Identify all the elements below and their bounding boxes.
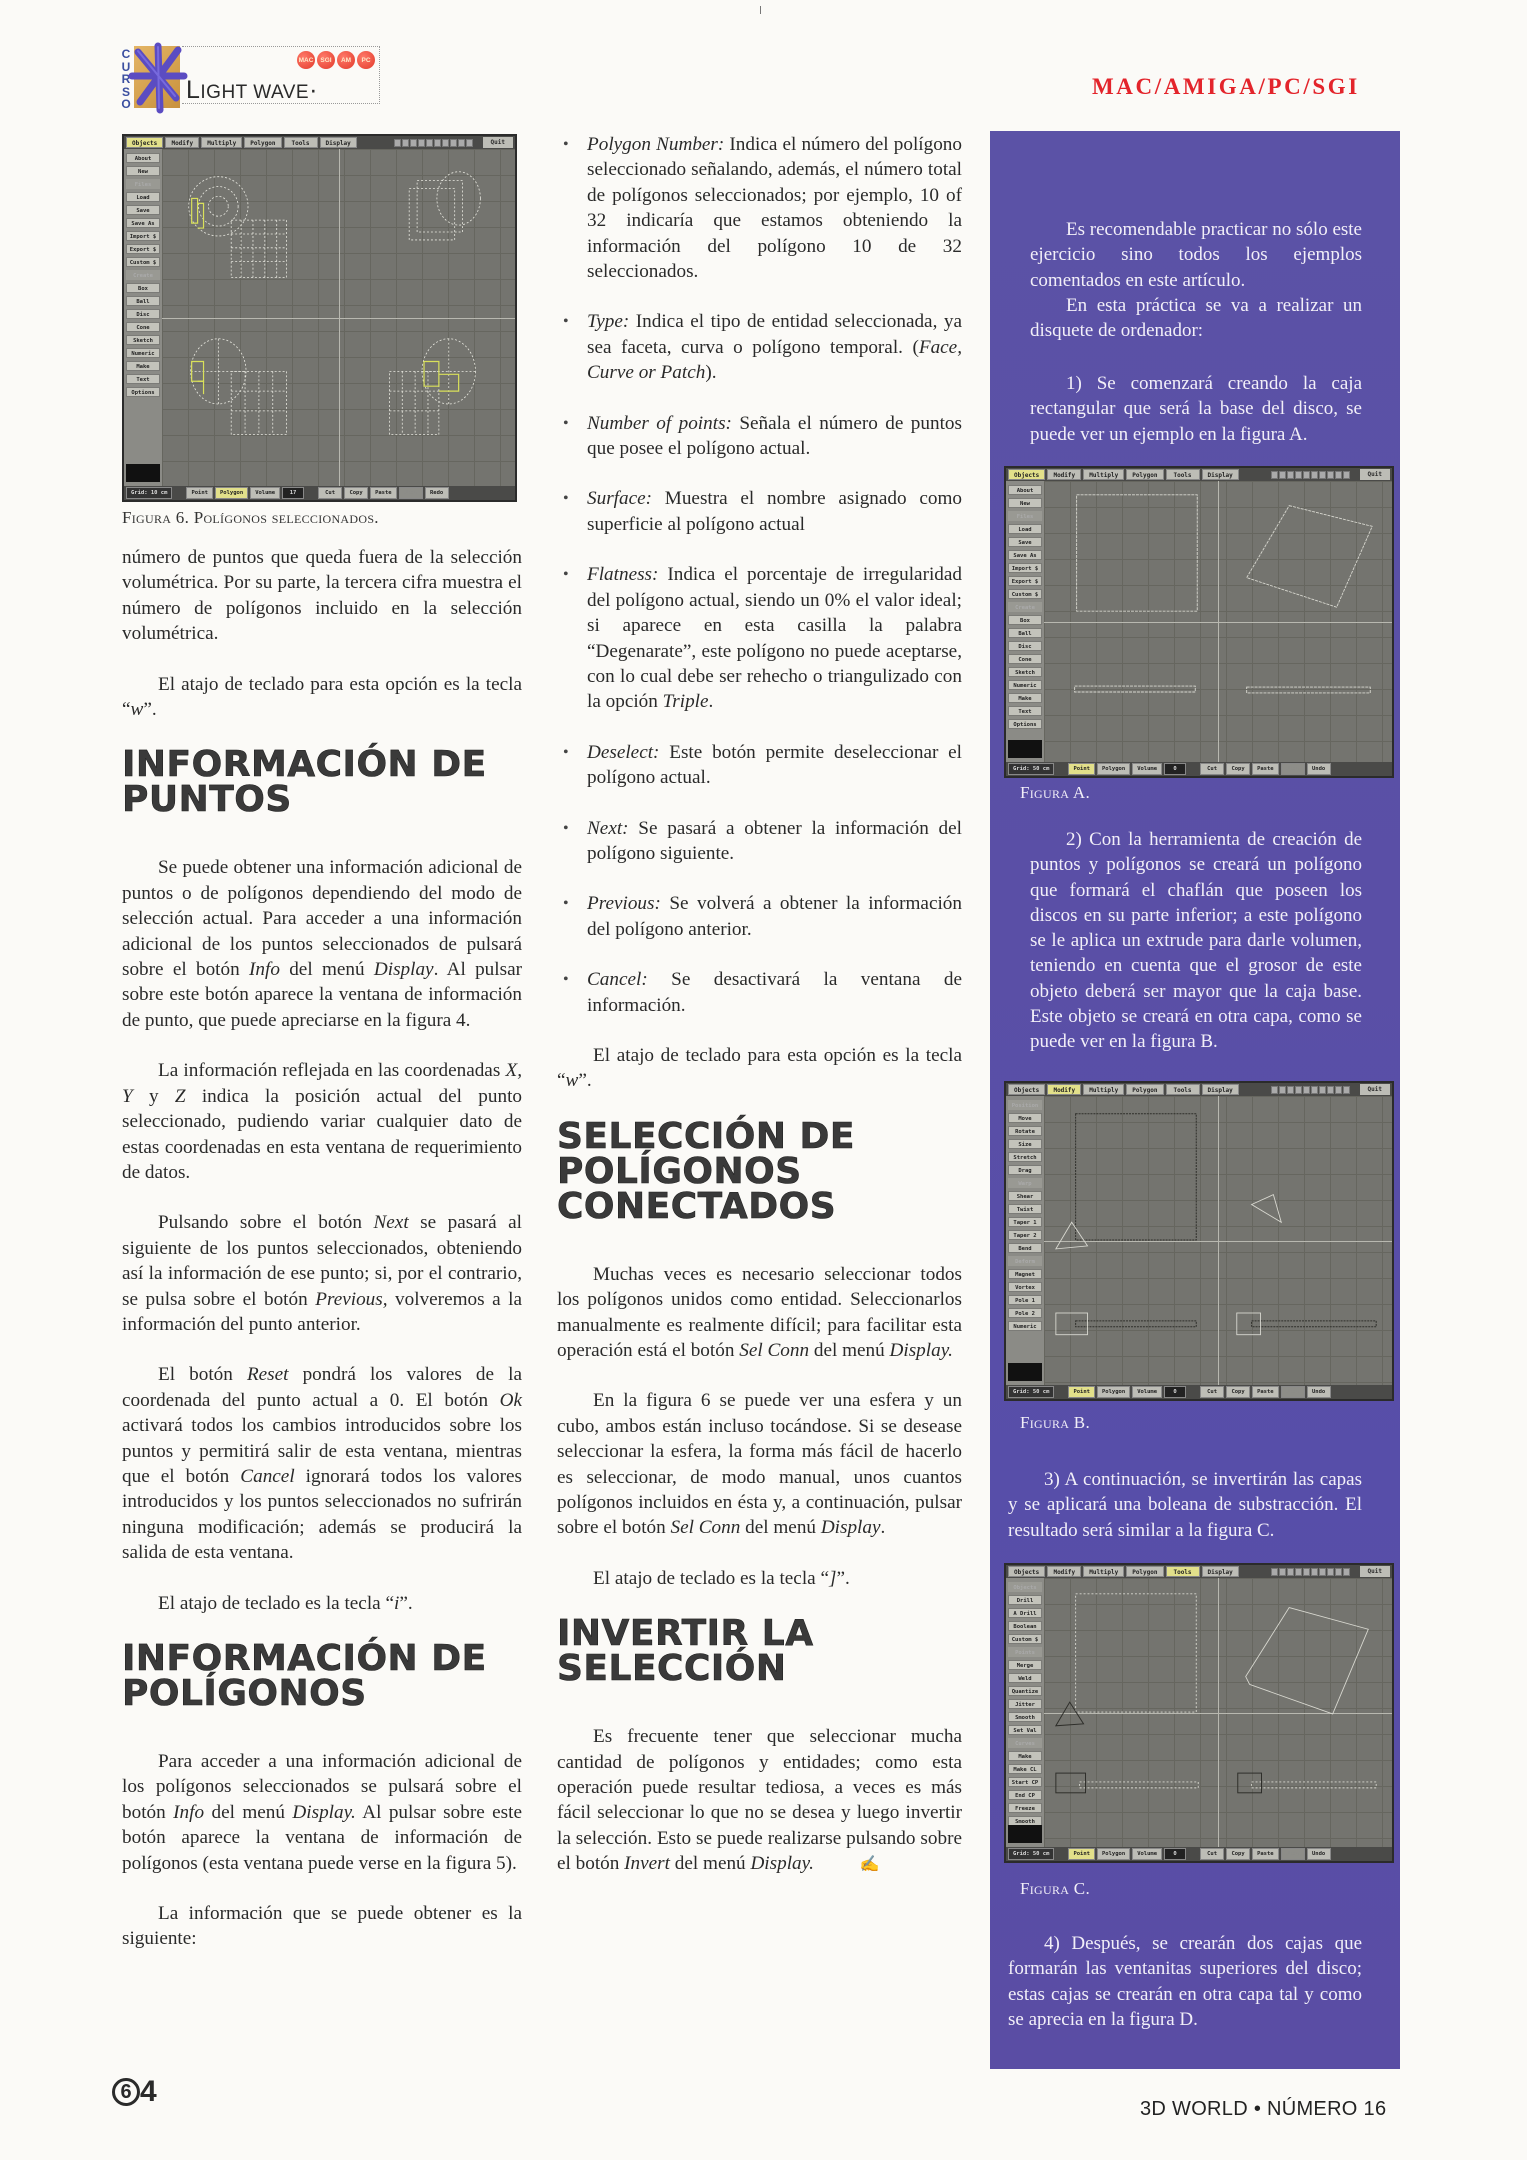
lw-menu-multiply: Multiply (1083, 1566, 1124, 1577)
lw-selection-count: 0 (1164, 1386, 1186, 1398)
lw-menu-modify: Modify (1047, 1566, 1081, 1577)
lw-side-button: Text (126, 374, 160, 384)
lw-side-button: Make (1008, 1751, 1042, 1761)
lw-side-button: New (126, 166, 160, 176)
lw-side-button: Quantize (1008, 1686, 1042, 1696)
lw-side-button: Warp (1008, 1178, 1042, 1188)
lw-quit-button: Quit (483, 137, 513, 148)
lw-side-button: Start CP (1008, 1777, 1042, 1787)
lw-side-button: Points (1008, 1647, 1042, 1657)
lw-side-button: Cone (1008, 654, 1042, 664)
lw-sidebar (124, 149, 162, 486)
lw-paste: Paste (1252, 1386, 1279, 1398)
section-heading-invertir-seleccion: INVERTIR LA SELECCIÓN (557, 1613, 814, 1690)
sidebar-step-1: 1) Se comenzará creando la caja rectangular que será la base del disco, se puede ver un ejemplo en la figura A. (1030, 373, 1362, 445)
paragraph: Para acceder a una información adicional de los polígonos seleccionados se pulsará sobre el botón Info del menú Display. Al pulsar sobre este botón aparece la ventana de información de polígonos (esta ventana puede verse en la figura 5). (122, 1751, 522, 1874)
paragraph: La información que se puede obtener es la siguiente: (122, 1903, 522, 1950)
lw-undo: Undo (1281, 1848, 1305, 1860)
figure-a-lightwave-screenshot (1004, 466, 1394, 778)
lw-menu-display: Display (1202, 1084, 1239, 1095)
lw-side-button: Import $ (1008, 563, 1042, 573)
lw-cut: Cut (1200, 1848, 1224, 1860)
lw-copy: Copy (1226, 1386, 1250, 1398)
magazine-issue: 3D WORLD • NÚMERO 16 (1140, 2098, 1387, 2120)
platforms-header: MAC/AMIGA/PC/SGI (1092, 74, 1360, 99)
list-item-cancel: • Cancel: Se desactivará la ventana de información. (557, 967, 962, 1018)
lw-redo: Redo (425, 487, 449, 499)
lw-menu-polygon: Polygon (1126, 1566, 1163, 1577)
paragraph: En la figura 6 se puede ver una esfera y un cubo, ambos están incluso tocándose. Si se desease seleccionar la esfera, la forma más fácil de hacerlo es seleccionar, de modo manual, unos cuantos polígonos incluidos en ésta y, a continuación, pulsar sobre el botón Sel Conn del menú Display. (557, 1390, 962, 1539)
lw-side-button: Files (126, 179, 160, 189)
lw-polygon-mode: Polygon (1097, 1848, 1130, 1860)
paragraph: El botón Reset pondrá los valores de la coordenada del punto actual a 0. El botón Ok activará todos los cambios introducidos sobre los puntos y permitirá salir de esta ventana, mientras que el botón Cancel ignorará todos los valores introducidos y los puntos seleccionados no sufrirán ninguna modificación; además se producirá la salida de esta ventana. (122, 1364, 522, 1564)
lw-undo-2: Undo (1307, 763, 1331, 775)
list-item-surface: • Surface: Muestra el nombre asignado como superficie al polígono actual (557, 486, 962, 537)
sidebar-intro: Es recomendable practicar no sólo este ejercicio sino todos los ejemplos comentados en este artículo. En esta práctica se va a realizar un disquete de ordenador: (1030, 219, 1362, 342)
lw-selection-count: 0 (1164, 1848, 1186, 1860)
lw-point-mode: Point (1068, 1848, 1095, 1860)
lw-menu-polygon: Polygon (1126, 1084, 1163, 1095)
section-heading-seleccion-conectados: SELECCIÓN DE POLÍGONOS CONECTADOS (557, 1115, 856, 1227)
list-item-deselect: • Deselect: Este botón permite deseleccionar el polígono actual. (557, 740, 962, 791)
page-number: 6 4 (112, 2075, 157, 2109)
lw-side-button: Weld (1008, 1673, 1042, 1683)
lw-side-button: Stretch (1008, 1152, 1042, 1162)
lw-side-button: Box (1008, 615, 1042, 625)
lw-menu-modify: Modify (1047, 1084, 1081, 1095)
lw-side-button: Make (1008, 693, 1042, 703)
badge-mac: MAC (297, 51, 315, 69)
paragraph: Pulsando sobre el botón Next se pasará al siguiente de los puntos seleccionados, obteniendo así la información de ese punto; si, por el contrario, se pulsa sobre el botón Previous, volveremos a la información del punto anterior. (122, 1212, 522, 1335)
list-item-flatness: • Flatness: Indica el porcentaje de irregularidad del polígono actual, siendo un 0% el valor ideal; si aparece en esta casilla la palabra “Degenarate”, este polígono no puede aceptarse, con lo cual debe ser rehecho o triangulizado con la opción Triple. (557, 562, 962, 714)
lw-side-button: A Drill (1008, 1608, 1042, 1618)
lw-cut: Cut (318, 487, 342, 499)
lw-layer-buttons (394, 137, 473, 148)
lw-side-button: Vortex (1008, 1282, 1042, 1292)
lw-paste: Paste (1252, 1848, 1279, 1860)
lw-paste: Paste (1252, 763, 1279, 775)
badge-sgi: SGI (317, 51, 335, 69)
lw-side-button: Custom $ (1008, 1634, 1042, 1644)
lw-side-button: Bend (1008, 1243, 1042, 1253)
lw-side-button: Magnet (1008, 1269, 1042, 1279)
lw-menu-display: Display (1202, 1566, 1239, 1577)
lw-side-button: Options (1008, 719, 1042, 729)
lw-side-button: Export $ (1008, 576, 1042, 586)
lw-undo: Undo (399, 487, 423, 499)
left-column (122, 545, 522, 1977)
list-item-polygon-number: • Polygon Number: Indica el número del polígono seleccionado señalando, además, el número total de polígonos seleccionados; por ejemplo, 10 of 32 indicaría que estamos obteniendo la información del polígono 10 de 32 seleccionados. (557, 132, 962, 284)
lw-menu-multiply: Multiply (201, 137, 242, 148)
lw-quit-button: Quit (1360, 469, 1390, 480)
lw-side-button: Export $ (126, 244, 160, 254)
lw-undo: Undo (1281, 1386, 1305, 1398)
lw-side-button: Disc (1008, 641, 1042, 651)
lw-polygon-mode: Polygon (1097, 763, 1130, 775)
lw-menu-multiply: Multiply (1083, 1084, 1124, 1095)
wireframe-chamfer (1044, 1096, 1392, 1385)
lw-polygon-mode: Polygon (215, 487, 248, 499)
polygon-info-list (557, 132, 962, 1018)
lw-side-button: About (1008, 485, 1042, 495)
lw-menu-polygon: Polygon (1126, 469, 1163, 480)
lw-side-button: Freeze (1008, 1803, 1042, 1813)
lw-side-button: Files (1008, 511, 1042, 521)
lw-side-button: Objects (1008, 1582, 1042, 1592)
sidebar-step-4: 4) Después, se crearán dos cajas que formarán las ventanitas superiores del disco; estas cajas se crearán en otra capa tal y como se aprecia en la figura D. (1008, 1933, 1362, 2030)
lw-side-button: Box (126, 283, 160, 293)
end-of-article-pen-icon: ✍ (859, 1856, 880, 1874)
lw-side-button: Save (126, 205, 160, 215)
lw-side-button: Custom $ (126, 257, 160, 267)
lw-volume-mode: Volume (250, 487, 280, 499)
lw-point-mode: Point (1068, 763, 1095, 775)
lw-menu-polygon: Polygon (244, 137, 281, 148)
lw-menu-tools: Tools (1166, 1566, 1200, 1577)
lw-volume-mode: Volume (1132, 763, 1162, 775)
lw-side-button: Save As (1008, 550, 1042, 560)
lw-side-button: Taper 2 (1008, 1230, 1042, 1240)
paragraph: número de puntos que queda fuera de la selección volumétrica. Por su parte, la tercera cifra muestra el número de polígonos incluido en la selección volumétrica. (122, 547, 522, 645)
lw-undo-2: Undo (1307, 1848, 1331, 1860)
lw-side-button: Merge (1008, 1660, 1042, 1670)
lw-side-button: Rotate (1008, 1126, 1042, 1136)
lw-point-mode: Point (1068, 1386, 1095, 1398)
lw-grid-size: Grid: 50 cm (1008, 1386, 1054, 1398)
lw-side-button: Taper 1 (1008, 1217, 1042, 1227)
lw-side-button: Smooth (1008, 1816, 1042, 1826)
section-heading-informacion-poligonos: INFORMACIÓN DE POLÍGONOS (122, 1638, 487, 1714)
lw-menu-tools: Tools (284, 137, 318, 148)
lw-side-button: Ball (126, 296, 160, 306)
lw-side-button: Pole 1 (1008, 1295, 1042, 1305)
wireframe-objects (162, 149, 515, 486)
lw-menu-display: Display (1202, 469, 1239, 480)
lw-polygon-mode: Polygon (1097, 1386, 1130, 1398)
lw-grid-size: Grid: 50 cm (1008, 763, 1054, 775)
course-logo (120, 46, 380, 112)
wireframe-box (1044, 481, 1392, 762)
logo-vertical-text: C U R S O (121, 47, 131, 111)
lw-menu-modify: Modify (165, 137, 199, 148)
paragraph: Se puede obtener una información adicional de puntos o de polígonos dependiendo del modo de selección actual. Para acceder a una información adicional de los puntos seleccionados de pulsará sobre el botón Info del menú Display. Al pulsar sobre este botón aparece la ventana de información de punto, que puede apreciarse en la figura 4. (122, 857, 522, 1031)
list-item-previous: • Previous: Se volverá a obtener la información del polígono anterior. (557, 891, 962, 942)
lw-paste: Paste (370, 487, 397, 499)
page-number-circled-digit: 6 (112, 2078, 140, 2106)
lw-undo-2: Undo (1307, 1386, 1331, 1398)
lw-side-button: Position (1008, 1100, 1042, 1110)
lw-side-button: Make CL (1008, 1764, 1042, 1774)
lw-menu-tools: Tools (1166, 1084, 1200, 1095)
lw-menubar (124, 136, 515, 149)
figure-c-lightwave-screenshot (1004, 1563, 1394, 1863)
lw-side-button: New (1008, 498, 1042, 508)
paragraph: El atajo de teclado para esta opción es la tecla “w”. (557, 1044, 962, 1092)
lw-point-mode: Point (186, 487, 213, 499)
lw-menu-tools: Tools (1166, 469, 1200, 480)
lw-viewports (162, 149, 515, 486)
lw-side-button: End CP (1008, 1790, 1042, 1800)
lw-side-button: Load (126, 192, 160, 202)
lw-menu-objects: Objects (1008, 469, 1045, 480)
figure-6-caption: Figura 6. Polígonos seleccionados. (122, 508, 379, 527)
figure-c-caption: Figura C. (1020, 1879, 1090, 1898)
lw-side-button: Sketch (126, 335, 160, 345)
lw-layer-buttons (1271, 469, 1350, 480)
lw-side-button: Deform (1008, 1256, 1042, 1266)
lw-side-button: Shear (1008, 1191, 1042, 1201)
lw-side-button: Curves (1008, 1738, 1042, 1748)
lw-copy: Copy (1226, 763, 1250, 775)
lw-side-button: Move (1008, 1113, 1042, 1123)
lw-side-button: Jitter (1008, 1699, 1042, 1709)
logo-title: LIGHT WAVE· (186, 76, 318, 104)
lw-side-button: Twist (1008, 1204, 1042, 1214)
lw-menu-modify: Modify (1047, 469, 1081, 480)
lw-copy: Copy (344, 487, 368, 499)
figure-a-caption: Figura A. (1020, 783, 1090, 802)
lw-bottombar (124, 486, 515, 500)
figure-b-lightwave-screenshot (1004, 1081, 1394, 1401)
lw-side-button: Boolean (1008, 1621, 1042, 1631)
lw-side-button: Import $ (126, 231, 160, 241)
list-item-type: • Type: Indica el tipo de entidad seleccionada, ya sea faceta, curva o polígono temporal. (Face, Curve or Patch). (557, 309, 962, 385)
badge-amiga: AM (337, 51, 355, 69)
lw-side-button: Smooth (1008, 1712, 1042, 1722)
lw-menu-objects: Objects (1008, 1084, 1045, 1095)
jack-star-icon (134, 46, 180, 108)
crop-mark (760, 6, 761, 14)
lw-side-button: Ball (1008, 628, 1042, 638)
lw-side-button: Create (126, 270, 160, 280)
lw-selection-count: 0 (1164, 763, 1186, 775)
lw-menu-objects: Objects (1008, 1566, 1045, 1577)
lw-side-button: About (126, 153, 160, 163)
lw-menu-multiply: Multiply (1083, 469, 1124, 480)
lw-cut: Cut (1200, 763, 1224, 775)
list-item-next: • Next: Se pasará a obtener la información del polígono siguiente. (557, 816, 962, 867)
lw-layer-buttons (1271, 1566, 1350, 1577)
lw-side-button: Numeric (126, 348, 160, 358)
lw-grid-size: Grid: 10 cm (126, 487, 172, 499)
section-heading-informacion-puntos: INFORMACIÓN DE PUNTOS (122, 744, 487, 821)
paragraph: Es frecuente tener que seleccionar mucha cantidad de polígonos y entidades; como esta operación puede resultar tediosa, a veces es más fácil seleccionar lo que no se desea y luego invertir la selección. Esto se puede realizarse pulsando sobre el botón Invert del menú Display. ✍ (557, 1724, 962, 1877)
lw-cut: Cut (1200, 1386, 1224, 1398)
lw-quit-button: Quit (1360, 1566, 1390, 1577)
lw-side-button: Options (126, 387, 160, 397)
lw-side-button: Create (1008, 602, 1042, 612)
lw-menu-objects: Objects (126, 137, 163, 148)
lw-undo: Undo (1281, 763, 1305, 775)
lw-side-button: Drag (1008, 1165, 1042, 1175)
sidebar-step-2: 2) Con la herramienta de creación de puntos y polígonos se creará un polígono que formará el chaflán que poseen los discos en su parte inferior; a este polígono se le aplica un extrude para darle volumen, teniendo en cuenta que el grosor de este objeto deberá ser mayor que la caja base. Este objeto se creará en otra capa, como se puede ver en la figura B. (1030, 829, 1362, 1053)
lw-coord-readout (126, 464, 160, 482)
lw-side-button: Text (1008, 706, 1042, 716)
lw-layer-buttons (1271, 1084, 1350, 1095)
lw-side-button: Numeric (1008, 680, 1042, 690)
lw-selection-count: 17 (282, 487, 304, 499)
lw-side-button: Numeric (1008, 1321, 1042, 1331)
lw-side-button: Cone (126, 322, 160, 332)
list-item-number-of-points: • Number of points: Señala el número de puntos que posee el polígono actual. (557, 411, 962, 462)
lw-side-button: Make (126, 361, 160, 371)
platform-badges (297, 51, 375, 69)
lw-menu-display: Display (320, 137, 357, 148)
lw-side-button: Pole 2 (1008, 1308, 1042, 1318)
lw-volume-mode: Volume (1132, 1848, 1162, 1860)
paragraph: El atajo de teclado es la tecla “i”. (158, 1592, 413, 1614)
lw-grid-size: Grid: 50 cm (1008, 1848, 1054, 1860)
practice-sidebar-box (990, 131, 1400, 2069)
lw-side-button: Custom $ (1008, 589, 1042, 599)
lw-copy: Copy (1226, 1848, 1250, 1860)
lw-side-button: Disc (126, 309, 160, 319)
paragraph: El atajo de teclado para esta opción es la tecla “w”. (122, 673, 522, 721)
middle-column (557, 132, 962, 1903)
figure-6-lightwave-screenshot (122, 134, 517, 502)
paragraph: Muchas veces es necesario seleccionar todos los polígonos unidos como entidad. Seleccionarlos manualmente es realmente difícil; para facilitar esta operación está el botón Sel Conn del menú Display. (557, 1263, 962, 1361)
lw-side-button: Load (1008, 524, 1042, 534)
lw-volume-mode: Volume (1132, 1386, 1162, 1398)
wireframe-boolean-result (1044, 1578, 1392, 1847)
lw-side-button: Set Val (1008, 1725, 1042, 1735)
lw-side-button: Sketch (1008, 667, 1042, 677)
lw-quit-button: Quit (1360, 1084, 1390, 1095)
sidebar-step-3: 3) A continuación, se invertirán las capas y se aplicará una boleana de substracción. El resultado será similar a la figura C. (1008, 1469, 1362, 1541)
lw-side-button: Save As (126, 218, 160, 228)
lw-side-button: Drill (1008, 1595, 1042, 1605)
figure-b-caption: Figura B. (1020, 1413, 1090, 1432)
paragraph: La información reflejada en las coordenadas X, Y y Z indica la posición actual del punto seleccionado, pudiendo variar cualquier dato de estas coordenadas en esta ventana de requerimiento de datos. (122, 1060, 523, 1183)
lw-side-button: Size (1008, 1139, 1042, 1149)
lw-side-button: Save (1008, 537, 1042, 547)
paragraph: El atajo de teclado es la tecla “]”. (593, 1567, 850, 1589)
badge-pc: PC (357, 51, 375, 69)
